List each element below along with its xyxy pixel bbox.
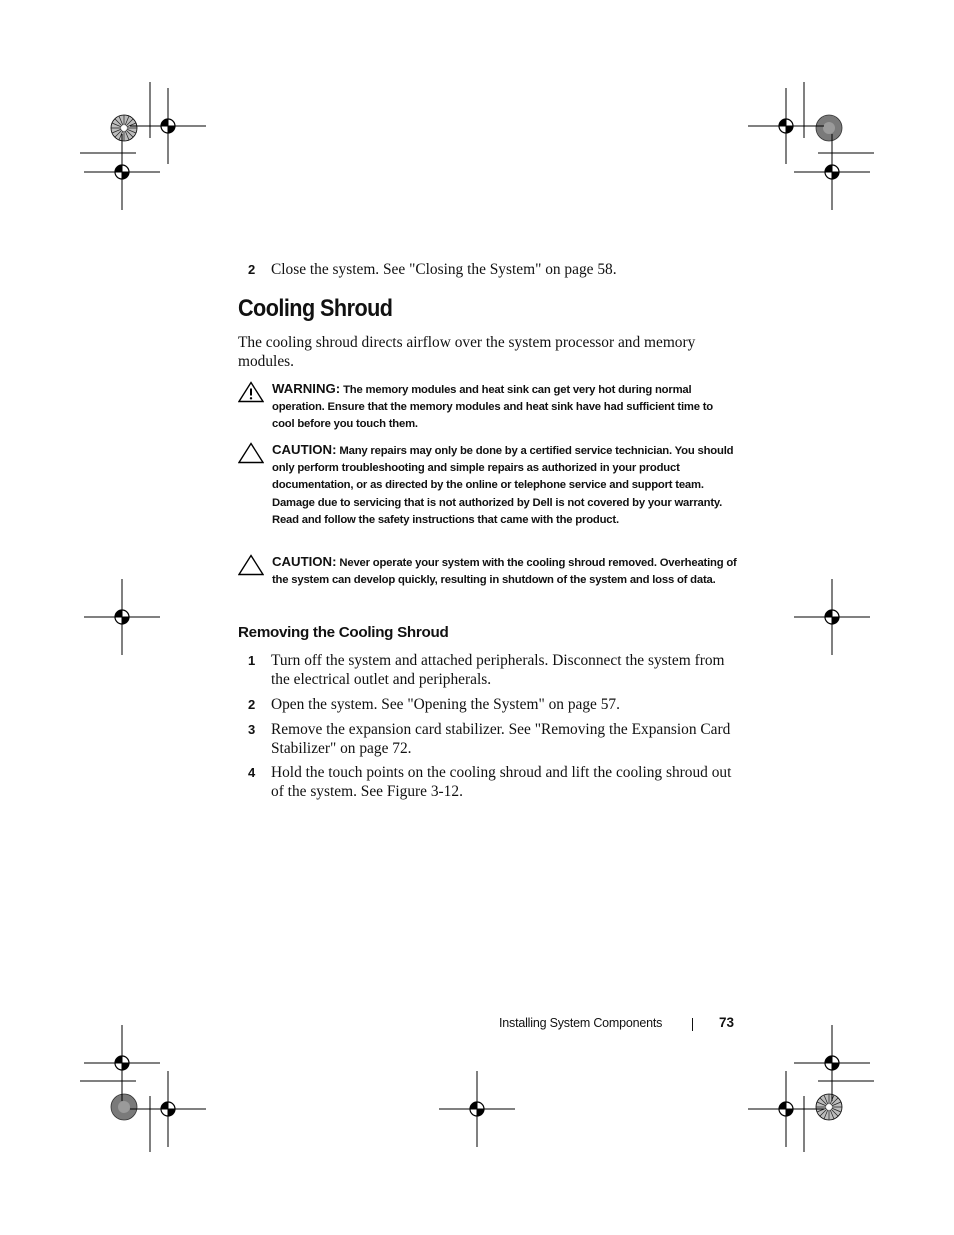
step-number: 4 <box>248 765 256 780</box>
subsection-title: Removing the Cooling Shroud <box>238 624 449 641</box>
notice-text: Many repairs may only be done by a certified service technician. You should only perform troubleshooting and simple repairs as authorized in your product documentation, or as directed by the online or telephone service and support team. Damage due to servicing that is not authorized by Dell is not covered by your warranty. Read and follow the safety instructions that came with the product. <box>272 445 734 526</box>
footer-divider <box>692 1018 693 1031</box>
notice-text: The memory modules and heat sink can get very hot during normal operation. Ensure that the memory modules and heat sink have had sufficient time to cool before you touch them. <box>272 384 714 431</box>
warning-triangle-icon <box>238 381 264 403</box>
notice-label: WARNING: <box>272 381 341 396</box>
step-number: 2 <box>248 697 256 712</box>
step-number: 1 <box>248 653 256 668</box>
page-number: 73 <box>719 1015 735 1030</box>
step-text: Open the system. See "Opening the System" on page 57. <box>271 696 620 713</box>
step-text: Hold the touch points on the cooling shroud and lift the cooling shroud out of the system. See Figure 3-12. <box>271 764 732 800</box>
caution-triangle-icon <box>238 442 264 464</box>
caution-triangle-icon <box>238 554 264 576</box>
step-text: Turn off the system and attached peripherals. Disconnect the system from the electrical outlet and peripherals. <box>271 652 725 688</box>
notice-text: Never operate your system with the cooling shroud removed. Overheating of the system can develop quickly, resulting in shutdown of the system and loss of data. <box>272 557 737 587</box>
intro-paragraph: The cooling shroud directs airflow over the system processor and memory modules. <box>238 334 696 370</box>
section-title: Cooling Shroud <box>238 295 393 322</box>
footer-chapter-title: Installing System Components <box>499 1016 663 1030</box>
step-text: Remove the expansion card stabilizer. See "Removing the Expansion Card Stabilizer" on page 72. <box>271 721 731 757</box>
step-number: 2 <box>248 262 256 277</box>
notice-label: CAUTION: <box>272 442 337 457</box>
notice-label: CAUTION: <box>272 554 337 569</box>
step-number: 3 <box>248 722 256 737</box>
step-text: Close the system. See "Closing the System" on page 58. <box>271 261 617 278</box>
